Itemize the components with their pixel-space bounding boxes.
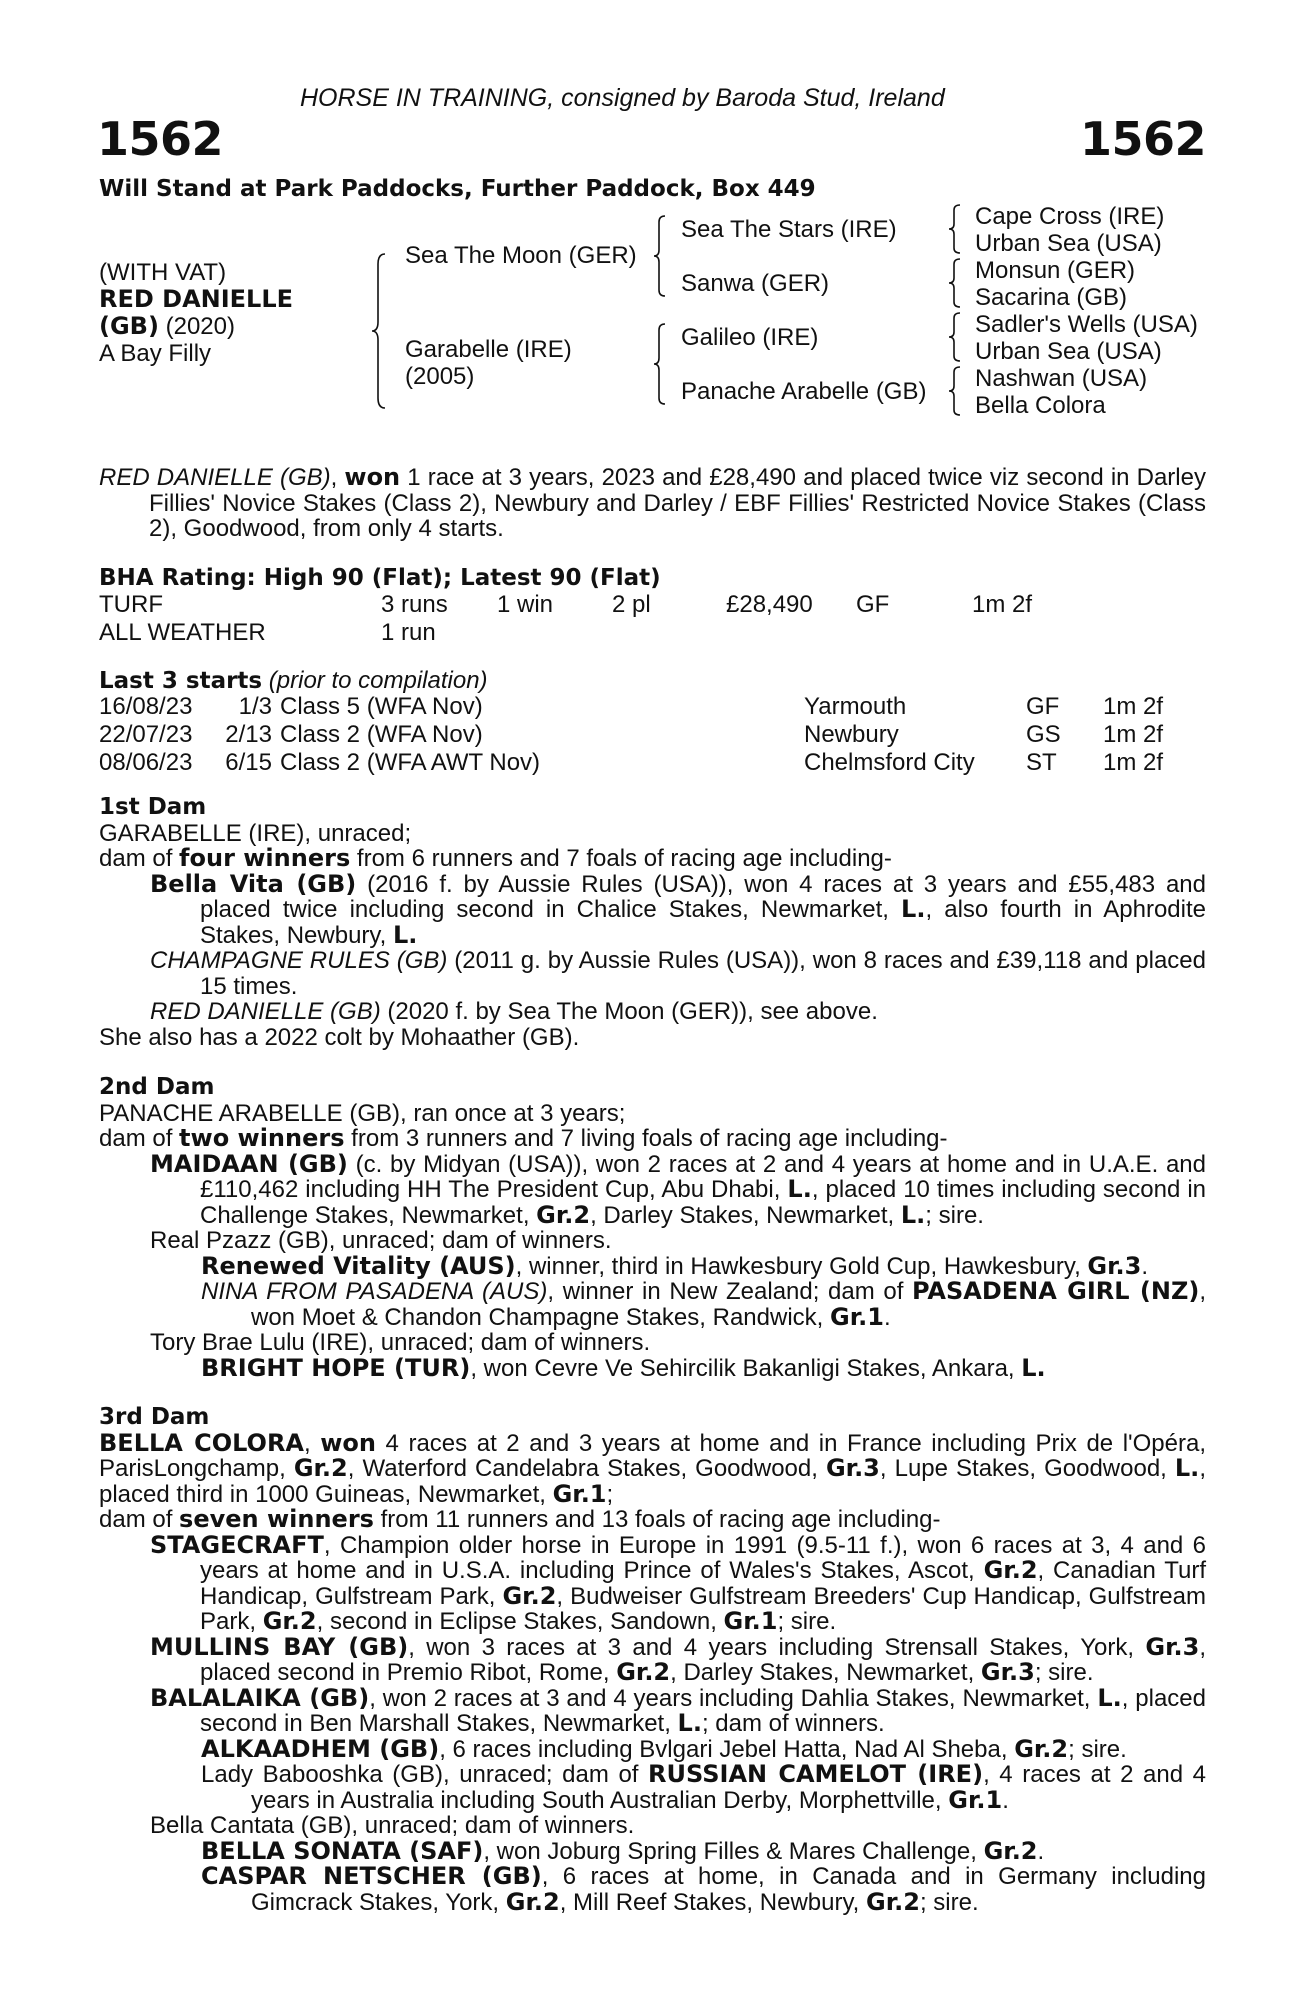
text-run: , 6 races at home, in Canada and in Germany including Gimcrack Stakes, York, <box>251 1863 1206 1916</box>
text-run: , Mill Reef Stakes, Newbury, <box>559 1888 867 1916</box>
list-item <box>99 1632 1206 1686</box>
grade: L. <box>677 1709 702 1737</box>
sire-parents-brace <box>652 214 668 299</box>
text-run: from 11 runners and 13 foals of racing age including- <box>373 1506 941 1533</box>
brace-gen3-4 <box>947 365 963 418</box>
bha-rating-title: BHA Rating: High 90 (Flat); Latest 90 (Flat) <box>99 565 661 591</box>
third-dam-produce-line <box>99 1507 1206 1533</box>
start-position: 1/3 <box>238 693 272 720</box>
gen3-sdd: Sacarina (GB) <box>975 284 1128 311</box>
list-item <box>99 1149 1207 1229</box>
grade: Gr.2 <box>505 1887 560 1916</box>
sire-dam-brace <box>370 252 390 410</box>
text-run: Lady Babooshka (GB), unraced; dam of <box>201 1761 649 1788</box>
text-run: , Champion older horse in Europe in 1991 (9.5-11 f.), won 6 races at 3, 4 and 6 years at home and in U.S.A. including Prince of Wales's Stakes, Ascot, <box>200 1531 1206 1584</box>
produce-name: CASPAR NETSCHER (GB) <box>201 1862 542 1890</box>
stat-prize <box>726 619 856 647</box>
gen3-dss: Sadler's Wells (USA) <box>975 311 1198 338</box>
horse-name: RED DANIELLE <box>99 285 294 313</box>
first-dam-section <box>99 795 1206 1050</box>
text-run: from 3 runners and 7 living foals of racing age including- <box>344 1125 948 1152</box>
gen3-sds: Monsun (GER) <box>975 257 1136 284</box>
table-row <box>99 693 1163 721</box>
list-item <box>99 869 1207 949</box>
won-label: won <box>320 1428 376 1457</box>
stat-distance <box>972 619 1032 647</box>
text-run: , winner, third in Hawkesbury Gold Cup, Hawkesbury, <box>515 1252 1088 1280</box>
sire-dam: Sanwa (GER) <box>681 270 830 297</box>
first-dam-line: GARABELLE (IRE), unraced; <box>99 819 412 847</box>
start-course: Newbury <box>804 721 899 748</box>
second-dam-title: 2nd Dam <box>99 1074 215 1100</box>
text-run: , Canadian Turf Handicap, Gulfstream Park, <box>200 1557 1206 1610</box>
text-run: , placed second in Ben Marshall Stakes, Newmarket, <box>200 1684 1206 1737</box>
last-starts-title: Last 3 starts <box>99 668 263 694</box>
grade: Gr.2 <box>536 1200 591 1229</box>
produce-name: STAGECRAFT <box>150 1530 324 1559</box>
start-going: GS <box>1026 721 1061 748</box>
last-starts-note: (prior to compilation) <box>262 667 488 694</box>
second-dam-section <box>99 1075 1206 1381</box>
produce-name: ALKAADHEM (GB) <box>201 1734 440 1763</box>
text-run: (2016 f. by Aussie Rules (USA)), won 4 races at 3 years and £55,483 and placed twice including second in Chalice Stakes, Newmarket, <box>200 870 1207 923</box>
produce-name: NINA FROM PASADENA (AUS) <box>201 1278 548 1305</box>
first-dam-produce-line <box>99 846 1206 872</box>
last-starts-heading <box>99 667 488 695</box>
grade: L. <box>901 895 926 923</box>
produce-name: BELLA COLORA <box>99 1428 305 1457</box>
winners-count: four winners <box>179 844 351 872</box>
stat-runs: 3 runs <box>381 591 448 618</box>
grade: Gr.2 <box>293 1454 348 1482</box>
text-run: (2020 f. by Sea The Moon (GER)), see above. <box>380 998 878 1025</box>
grade: Gr.3 <box>1087 1251 1142 1280</box>
gen3-ssd: Urban Sea (USA) <box>975 230 1162 257</box>
text-run: , also fourth in Aphrodite Stakes, Newbury, <box>200 896 1206 949</box>
text-run: dam of <box>99 1125 180 1152</box>
produce-name: RED DANIELLE (GB) <box>150 998 381 1025</box>
stat-runs: 1 run <box>381 619 436 646</box>
stat-distance: 1m 2f <box>972 591 1033 618</box>
text-run: ; <box>606 1480 614 1508</box>
second-dam-line: PANACHE ARABELLE (GB), ran once at 3 years; <box>99 1099 626 1127</box>
summary-text: 1 race at 3 years, 2023 and £28,490 and placed twice viz second in Darley Fillies' Novice Stakes (Class 2), Newbury and Darley / EBF Fillies' Restricted Novice Stakes (Class 2), Goodwood, from only 4 starts. <box>149 464 1206 542</box>
first-dam-title: 1st Dam <box>99 794 207 820</box>
third-dam-title: 3rd Dam <box>99 1404 210 1430</box>
sire-name: Sea The Moon (GER) <box>405 242 637 269</box>
start-position: 2/13 <box>225 721 272 748</box>
vat-note: (WITH VAT) <box>99 259 227 286</box>
second-dam-produce-line <box>99 1126 1206 1152</box>
grade: L. <box>1097 1683 1122 1712</box>
produce-name: CHAMPAGNE RULES (GB) <box>150 947 448 974</box>
grade: Gr.1 <box>830 1302 884 1331</box>
dam-dam: Panache Arabelle (GB) <box>681 378 927 405</box>
grade: Gr.2 <box>1014 1734 1069 1763</box>
race-summary: RED DANIELLE (GB), won 1 race at 3 years, 2023 and £28,490 and placed twice viz second in Darley Fillies' Novice Stakes (Class 2), Newbury and Darley / EBF Fillies' Restricted Novice Stakes (Class 2), Goodwood, from only 4 starts. <box>99 463 1206 542</box>
text-run: from 6 runners and 7 foals of racing age including- <box>350 845 892 872</box>
text-run: , won 2 races at 3 and 4 years including Dahlia Stakes, Newmarket, <box>369 1684 1098 1712</box>
produce-name: RUSSIAN CAMELOT (IRE) <box>648 1760 984 1788</box>
list-item: Tory Brae Lulu (IRE), unraced; dam of winners. <box>150 1329 651 1356</box>
grade: L. <box>1174 1454 1200 1482</box>
grade: Gr.2 <box>983 1556 1038 1584</box>
stand-location: Will Stand at Park Paddocks, Further Paddock, Box 449 <box>99 176 816 202</box>
grade: Gr.1 <box>948 1785 1003 1814</box>
start-distance: 1m 2f <box>1103 693 1164 720</box>
text-run: ; sire. <box>925 1201 984 1229</box>
produce-name: BELLA SONATA (SAF) <box>201 1836 484 1865</box>
list-item <box>99 1683 1206 1737</box>
start-date: 22/07/23 <box>99 721 193 748</box>
lot-number-left: 1562 <box>97 112 224 166</box>
grade: Gr.1 <box>723 1607 778 1635</box>
stat-prize: £28,490 <box>726 591 813 618</box>
grade: Gr.2 <box>262 1607 317 1635</box>
start-race: Class 5 (WFA Nov) <box>280 693 483 720</box>
list-item <box>99 1836 1206 1865</box>
summary-horse: RED DANIELLE (GB) <box>99 464 331 491</box>
gen3-ddd: Bella Colora <box>975 392 1106 419</box>
consignment-line: HORSE IN TRAINING, consigned by Baroda Stud, Ireland <box>300 84 945 112</box>
start-position: 6/15 <box>225 749 272 776</box>
grade: L. <box>787 1175 812 1203</box>
stat-surface: ALL WEATHER <box>99 619 266 646</box>
start-distance: 1m 2f <box>1103 721 1164 748</box>
start-distance: 1m 2f <box>1103 749 1164 776</box>
text-run: (2011 g. by Aussie Rules (USA)), won 8 races and £39,118 and placed 15 times. <box>200 947 1206 1000</box>
grade: L. <box>1021 1353 1046 1382</box>
grade: Gr.2 <box>866 1887 920 1916</box>
text-run: dam of <box>99 1506 180 1533</box>
list-item <box>99 1251 1206 1280</box>
stat-going <box>856 619 972 647</box>
horse-country: (GB) <box>99 312 159 340</box>
lot-number-right: 1562 <box>1079 112 1206 166</box>
text-run: ; sire. <box>1068 1735 1127 1763</box>
dam-name: Garabelle (IRE) <box>405 336 572 363</box>
start-going: ST <box>1026 749 1057 776</box>
text-run: , Waterford Candelabra Stakes, Goodwood, <box>347 1455 826 1482</box>
grade: Gr.3 <box>1145 1632 1200 1661</box>
sire-sire: Sea The Stars (IRE) <box>681 216 897 243</box>
text-run: , winner in New Zealand; dam of <box>547 1278 913 1305</box>
horse-name-line2 <box>99 313 235 340</box>
start-going: GF <box>1026 693 1060 720</box>
list-item <box>99 1353 1206 1382</box>
grade: Gr.2 <box>502 1581 557 1610</box>
list-item <box>99 1864 1206 1915</box>
text-run: . <box>1037 1837 1045 1865</box>
text-run: ; sire. <box>1034 1659 1094 1686</box>
stat-going: GF <box>856 591 890 618</box>
dam-parents-brace <box>652 322 668 407</box>
winners-count: seven winners <box>179 1505 374 1533</box>
text-run: ; dam of winners. <box>701 1710 885 1737</box>
winners-count: two winners <box>179 1124 345 1152</box>
produce-name: BRIGHT HOPE (TUR) <box>201 1353 471 1382</box>
text-run: . <box>1141 1252 1149 1280</box>
produce-name: Bella Vita (GB) <box>150 869 357 898</box>
text-run: , won Moet & Chandon Champagne Stakes, Randwick, <box>251 1278 1206 1331</box>
text-run: , Budweiser Gulfstream Breeders' Cup Handicap, Gulfstream Park, <box>200 1582 1206 1635</box>
bha-stats-table <box>99 591 1032 647</box>
list-item <box>99 1734 1206 1763</box>
grade: Gr.1 <box>552 1479 607 1508</box>
produce-name: MULLINS BAY (GB) <box>150 1632 409 1661</box>
table-row <box>99 721 1163 749</box>
text-run: , 6 races including Bvlgari Jebel Hatta, Nad Al Sheba, <box>439 1735 1015 1763</box>
dam-sire: Galileo (IRE) <box>681 324 819 351</box>
text-run: , placed third in 1000 Guineas, Newmarket, <box>99 1455 1206 1508</box>
text-run: , placed 10 times including second in Challenge Stakes, Newmarket, <box>200 1176 1206 1229</box>
text-run: , Darley Stakes, Newmarket, <box>670 1659 981 1686</box>
table-row <box>99 749 1163 777</box>
start-race: Class 2 (WFA AWT Nov) <box>280 749 541 776</box>
list-item <box>99 999 1206 1025</box>
table-row <box>99 591 1032 619</box>
grade: Gr.3 <box>980 1658 1035 1686</box>
text-run: 4 races at 2 and 3 years at home and in France including Prix de l'Opéra, ParisLongchamp, <box>99 1429 1206 1482</box>
text-run: (c. by Midyan (USA)), won 2 races at 2 and 4 years at home and in U.A.E. and £110,462 including HH The President Cup, Abu Dhabi, <box>200 1150 1207 1203</box>
produce-name: PASADENA GIRL (NZ) <box>912 1277 1200 1305</box>
start-date: 08/06/23 <box>99 749 193 776</box>
horse-year: (2020) <box>158 313 235 340</box>
horse-description: A Bay Filly <box>99 340 212 367</box>
produce-name: Renewed Vitality (AUS) <box>201 1251 516 1280</box>
start-course: Chelmsford City <box>804 749 975 776</box>
third-dam-line <box>99 1428 1206 1508</box>
stat-placed: 2 pl <box>612 591 651 618</box>
start-race: Class 2 (WFA Nov) <box>280 721 483 748</box>
text-run: , Darley Stakes, Newmarket, <box>590 1201 901 1229</box>
stat-wins <box>497 619 612 647</box>
list-item <box>99 948 1206 999</box>
brace-gen3-1 <box>947 203 963 256</box>
grade: L. <box>900 1200 926 1229</box>
list-item <box>99 1762 1206 1813</box>
text-run: , won 3 races at 3 and 4 years including Strensall Stakes, York, <box>408 1633 1146 1661</box>
grade: Gr.2 <box>616 1658 671 1686</box>
last-starts-table <box>99 693 1163 777</box>
text-run: , Lupe Stakes, Goodwood, <box>879 1455 1175 1482</box>
grade: Gr.2 <box>983 1836 1038 1865</box>
stat-wins: 1 win <box>497 591 554 618</box>
grade: L. <box>392 920 418 949</box>
gen3-dds: Nashwan (USA) <box>975 365 1148 392</box>
text-run: ; sire. <box>919 1888 979 1916</box>
text-run: , won Joburg Spring Filles & Mares Challenge, <box>483 1837 984 1865</box>
brace-gen3-2 <box>947 257 963 310</box>
stat-surface: TURF <box>99 591 163 618</box>
summary-won: won <box>344 463 401 491</box>
text-run: . <box>1002 1786 1009 1814</box>
start-course: Yarmouth <box>804 693 907 720</box>
text-run: dam of <box>99 845 180 872</box>
produce-name: MAIDAAN (GB) <box>150 1149 348 1178</box>
list-item: Real Pzazz (GB), unraced; dam of winners. <box>150 1227 612 1254</box>
dam-year: (2005) <box>405 363 475 390</box>
gen3-sss: Cape Cross (IRE) <box>975 203 1165 230</box>
produce-name: BALALAIKA (GB) <box>150 1683 370 1712</box>
text-run: , second in Eclipse Stakes, Sandown, <box>316 1608 724 1635</box>
text-run: . <box>883 1303 891 1331</box>
gen3-dsd: Urban Sea (USA) <box>975 338 1162 365</box>
table-row <box>99 619 1032 647</box>
start-date: 16/08/23 <box>99 693 193 720</box>
text-run: , won Cevre Ve Sehircilik Bakanligi Stakes, Ankara, <box>470 1354 1022 1382</box>
list-item <box>99 1530 1206 1635</box>
third-dam-section <box>99 1405 1206 1915</box>
text-run: , placed second in Premio Ribot, Rome, <box>200 1633 1206 1686</box>
list-item: Bella Cantata (GB), unraced; dam of winners. <box>150 1812 635 1839</box>
stat-placed <box>612 619 726 647</box>
first-dam-footnote: She also has a 2022 colt by Mohaather (GB). <box>99 1023 580 1051</box>
text-run: , <box>304 1429 321 1457</box>
brace-gen3-3 <box>947 311 963 364</box>
text-run: , 4 races at 2 and 4 years in Australia including South Australian Derby, Morphettville, <box>251 1761 1206 1814</box>
list-item <box>99 1279 1206 1330</box>
grade: Gr.3 <box>825 1454 880 1482</box>
text-run: ; sire. <box>777 1608 837 1635</box>
